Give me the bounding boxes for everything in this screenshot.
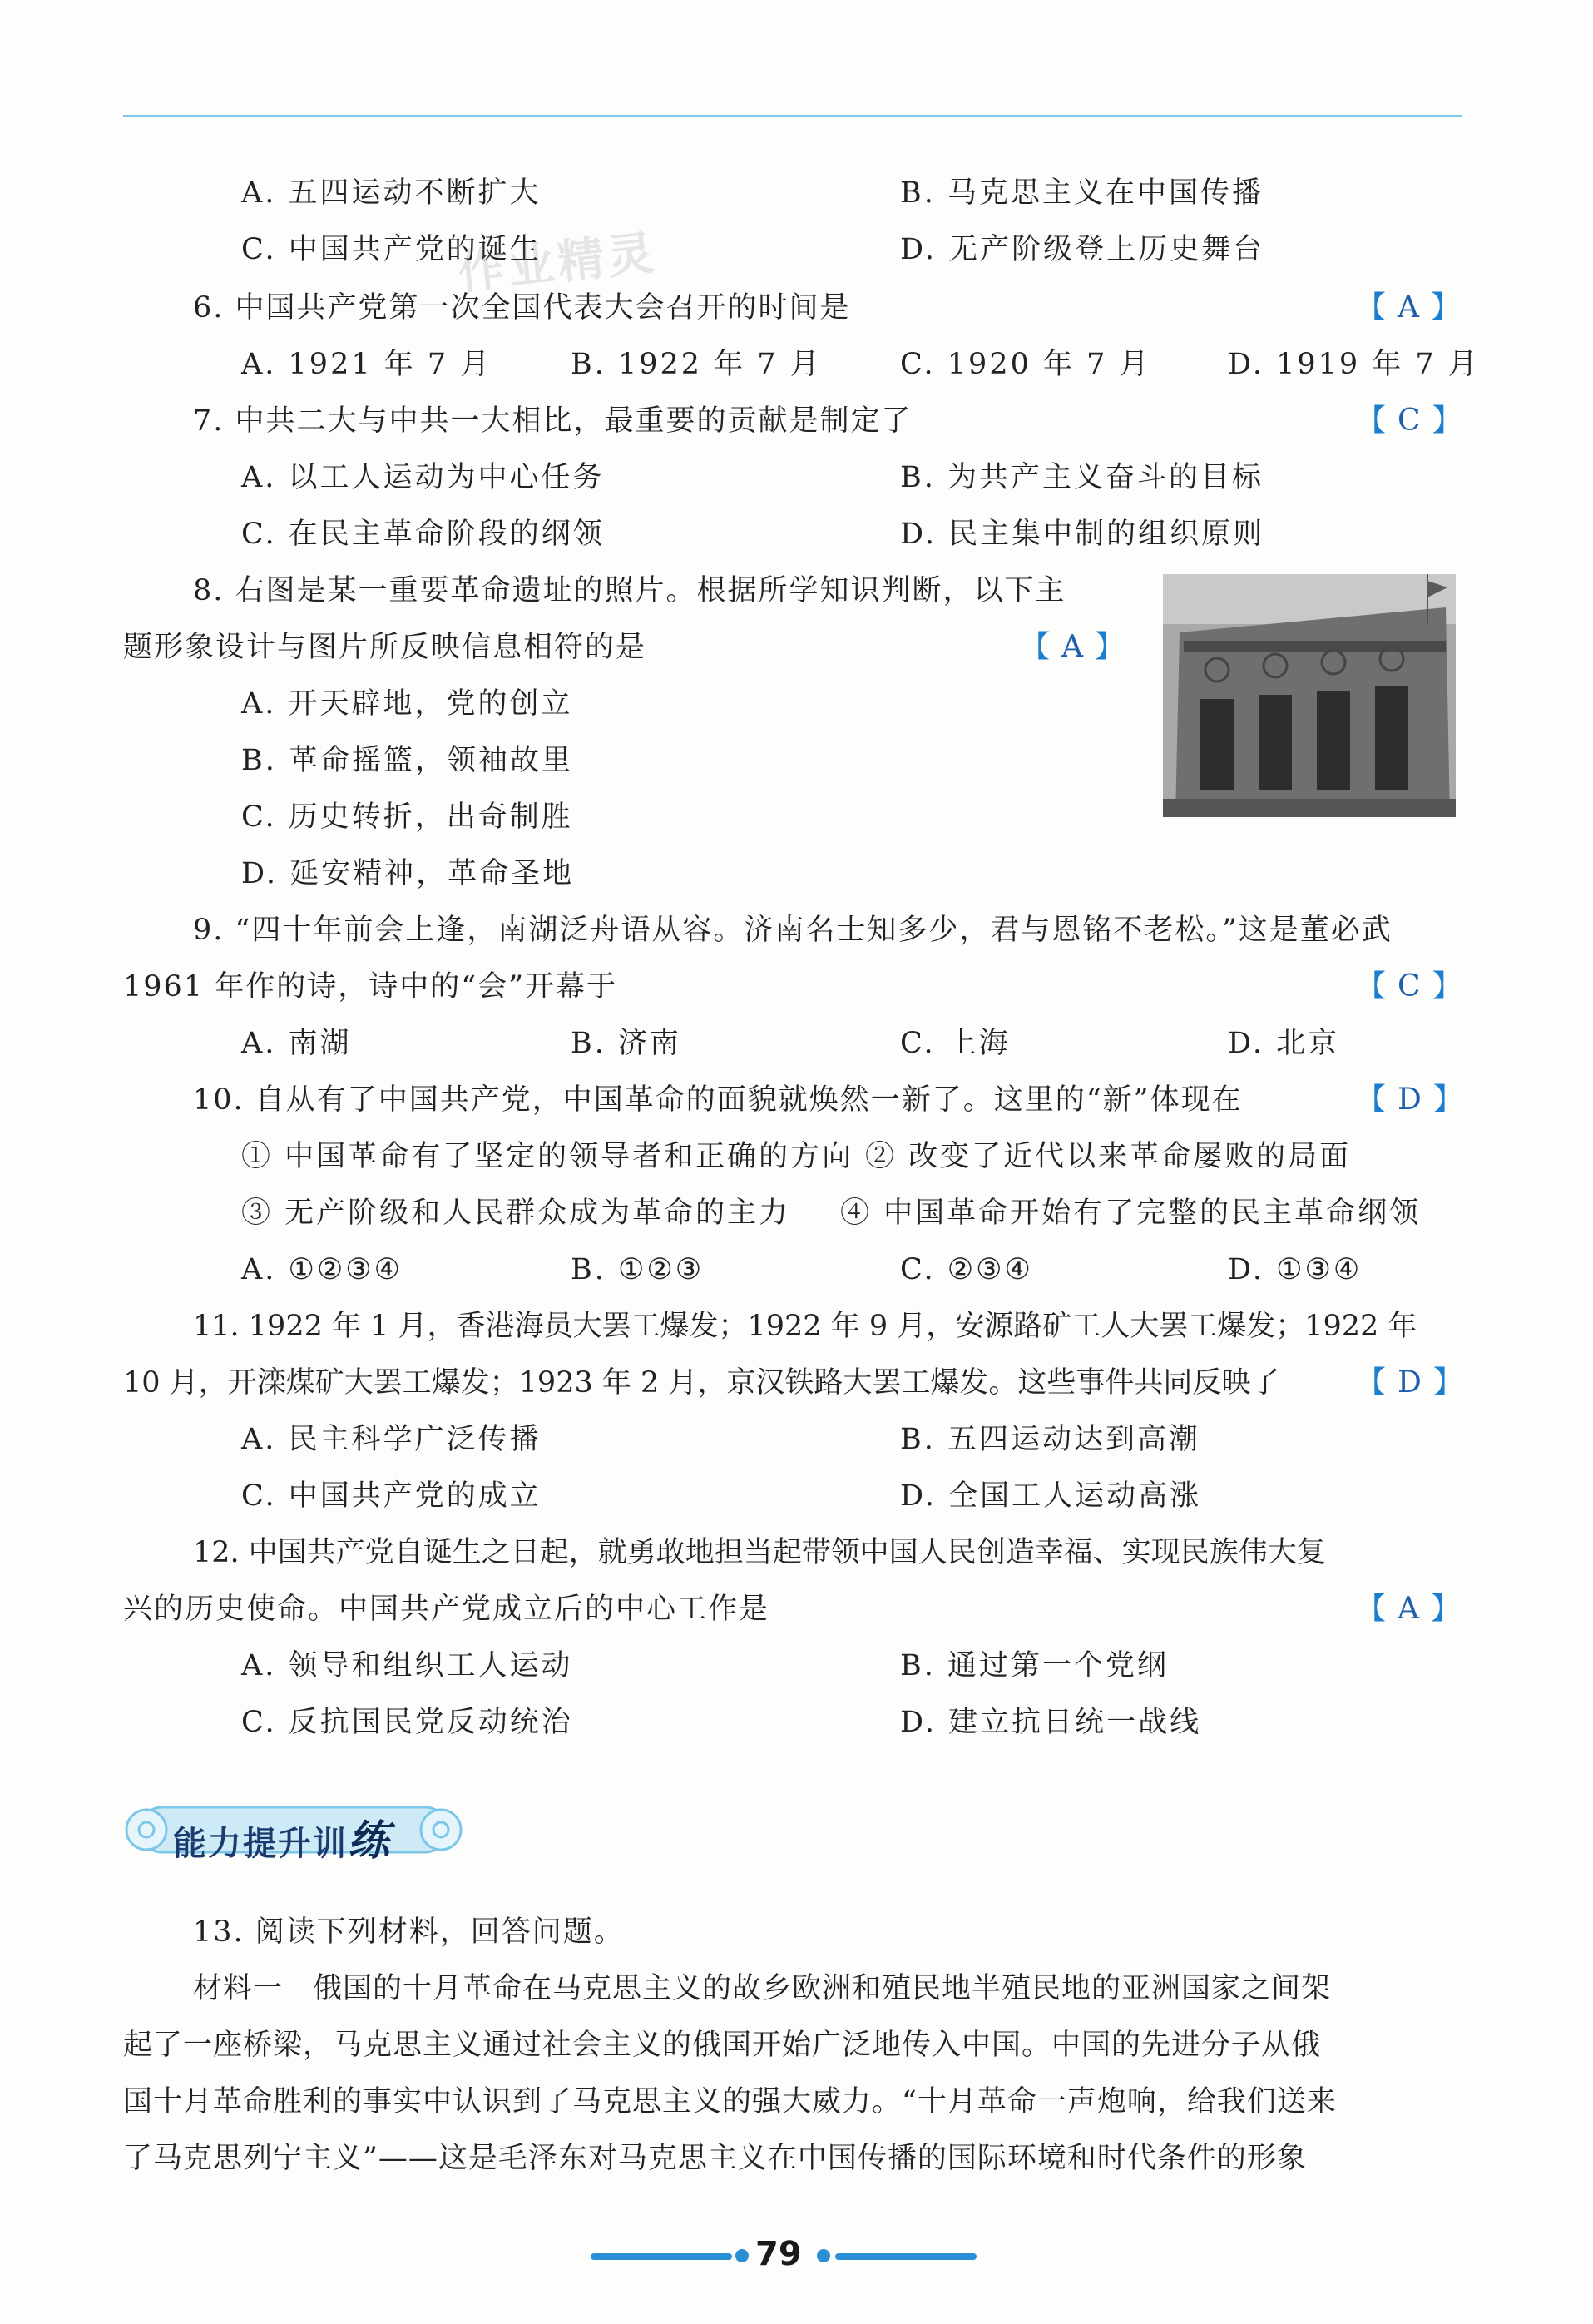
watermark: 作业精灵	[455, 225, 660, 301]
q8-stem-line2: 题形象设计与图片所反映信息相符的是	[123, 631, 647, 664]
q10-item-1: ① 中国革命有了坚定的领导者和正确的方向	[241, 1140, 854, 1173]
q9-option-d: D. 北京	[1228, 1027, 1340, 1060]
q13-stem: 13. 阅读下列材料，回答问题。	[193, 1915, 625, 1949]
q9-option-b: B. 济南	[571, 1027, 681, 1060]
q6-stem: 6. 中国共产党第一次全国代表大会召开的时间是	[193, 291, 851, 325]
q10-answer: 【 D 】	[1356, 1083, 1463, 1117]
q11-answer: 【 D 】	[1356, 1365, 1463, 1400]
q8-option-b: B. 革命摇篮，领袖故里	[241, 744, 573, 777]
q10-item-3: ③ 无产阶级和人民群众成为革命的主力	[241, 1197, 791, 1230]
q11-option-d: D. 全国工人运动高涨	[900, 1479, 1202, 1513]
q10-option-c: C. ②③④	[900, 1253, 1033, 1286]
q13-material-line2: 起了一座桥梁，马克思主义通过社会主义的俄国开始广泛地传入中国。中国的先进分子从俄	[123, 2029, 1322, 2062]
footer-dot-right	[817, 2249, 830, 2262]
q10-item-2: ② 改变了近代以来革命屡败的局面	[865, 1140, 1352, 1173]
q8-option-c: C. 历史转折，出奇制胜	[241, 800, 573, 834]
q7-option-a: A. 以工人运动为中心任务	[241, 461, 605, 494]
q11-stem-line1: 11. 1922 年 1 月，香港海员大罢工爆发；1922 年 9 月，安源路矿工人大罢工爆发；1922 年	[193, 1310, 1417, 1343]
q7-option-b: B. 为共产主义奋斗的目标	[900, 461, 1264, 494]
q12-stem-line1: 12. 中国共产党自诞生之日起，就勇敢地担当起带领中国人民创造幸福、实现民族伟大复	[193, 1536, 1326, 1569]
q6-option-c: C. 1920 年 7 月	[900, 348, 1151, 381]
q13-material-line1: 材料一 俄国的十月革命在马克思主义的故乡欧洲和殖民地半殖民地的亚洲国家之间架	[193, 1972, 1332, 2005]
footer-bar-right	[835, 2253, 977, 2260]
q5-option-c: C. 中国共产党的诞生	[241, 233, 542, 266]
q7-answer: 【 C 】	[1356, 404, 1462, 438]
q11-stem-line2: 10 月，开滦煤矿大罢工爆发；1923 年 2 月，京汉铁路大罢工爆发。这些事件共同反映了	[123, 1366, 1280, 1400]
q9-option-a: A. 南湖	[241, 1027, 352, 1060]
q9-answer: 【 C 】	[1356, 969, 1462, 1003]
q10-option-b: B. ①②③	[571, 1253, 705, 1286]
q12-answer: 【 A 】	[1356, 1592, 1462, 1626]
q8-answer: 【 A 】	[1020, 630, 1125, 664]
q6-option-a: A. 1921 年 7 月	[241, 348, 492, 381]
q10-stem: 10. 自从有了中国共产党，中国革命的面貌就焕然一新了。这里的“新”体现在	[193, 1083, 1243, 1117]
q8-option-d: D. 延安精神，革命圣地	[241, 857, 575, 890]
q5-option-b: B. 马克思主义在中国传播	[900, 176, 1264, 210]
q8-stem-line1: 8. 右图是某一重要革命遗址的照片。根据所学知识判断，以下主	[193, 574, 1066, 607]
q11-option-c: C. 中国共产党的成立	[241, 1479, 542, 1513]
q6-option-b: B. 1922 年 7 月	[571, 348, 822, 381]
q12-option-b: B. 通过第一个党纲	[900, 1649, 1169, 1682]
q7-stem: 7. 中共二大与中共一大相比，最重要的贡献是制定了	[193, 404, 913, 438]
revolutionary-site-photo	[1163, 574, 1456, 817]
section-title: 能力提升训练	[173, 1816, 391, 1865]
q11-option-a: A. 民主科学广泛传播	[241, 1423, 542, 1456]
q7-option-d: D. 民主集中制的组织原则	[900, 518, 1265, 551]
q12-option-a: A. 领导和组织工人运动	[241, 1649, 573, 1682]
q13-material-line3: 国十月革命胜利的事实中认识到了马克思主义的强大威力。“十月革命一声炮响，给我们送来	[123, 2085, 1337, 2118]
q10-item-4: ④ 中国革命开始有了完整的民主革命纲领	[840, 1197, 1422, 1230]
q6-answer: 【 A 】	[1356, 290, 1462, 325]
page-number: 79	[755, 2235, 802, 2273]
q12-stem-line2: 兴的历史使命。中国共产党成立后的中心工作是	[123, 1593, 770, 1626]
q10-option-d: D. ①③④	[1228, 1253, 1363, 1286]
q10-option-a: A. ①②③④	[241, 1253, 403, 1286]
q5-option-d: D. 无产阶级登上历史舞台	[900, 233, 1265, 266]
q12-option-c: C. 反抗国民党反动统治	[241, 1706, 573, 1739]
q11-option-b: B. 五四运动达到高潮	[900, 1423, 1200, 1456]
q9-stem-line2: 1961 年作的诗，诗中的“会”开幕于	[123, 970, 617, 1003]
q12-option-d: D. 建立抗日统一战线	[900, 1706, 1202, 1739]
footer-bar-left	[591, 2253, 732, 2260]
q5-option-a: A. 五四运动不断扩大	[241, 176, 542, 210]
footer-dot-left	[735, 2249, 749, 2262]
section-banner	[123, 1797, 464, 1865]
q6-option-d: D. 1919 年 7 月	[1228, 348, 1480, 381]
q9-stem-line1: 9. “四十年前会上逢，南湖泛舟语从容。济南名士知多少，君与恩铭不老松。”这是董必武	[193, 914, 1393, 947]
header-rule	[123, 115, 1462, 117]
q7-option-c: C. 在民主革命阶段的纲领	[241, 518, 605, 551]
q13-material-line4: 了马克思列宁主义”——这是毛泽东对马克思主义在中国传播的国际环境和时代条件的形象	[123, 2142, 1307, 2175]
q8-option-a: A. 开天辟地，党的创立	[241, 687, 573, 721]
q9-option-c: C. 上海	[900, 1027, 1011, 1060]
